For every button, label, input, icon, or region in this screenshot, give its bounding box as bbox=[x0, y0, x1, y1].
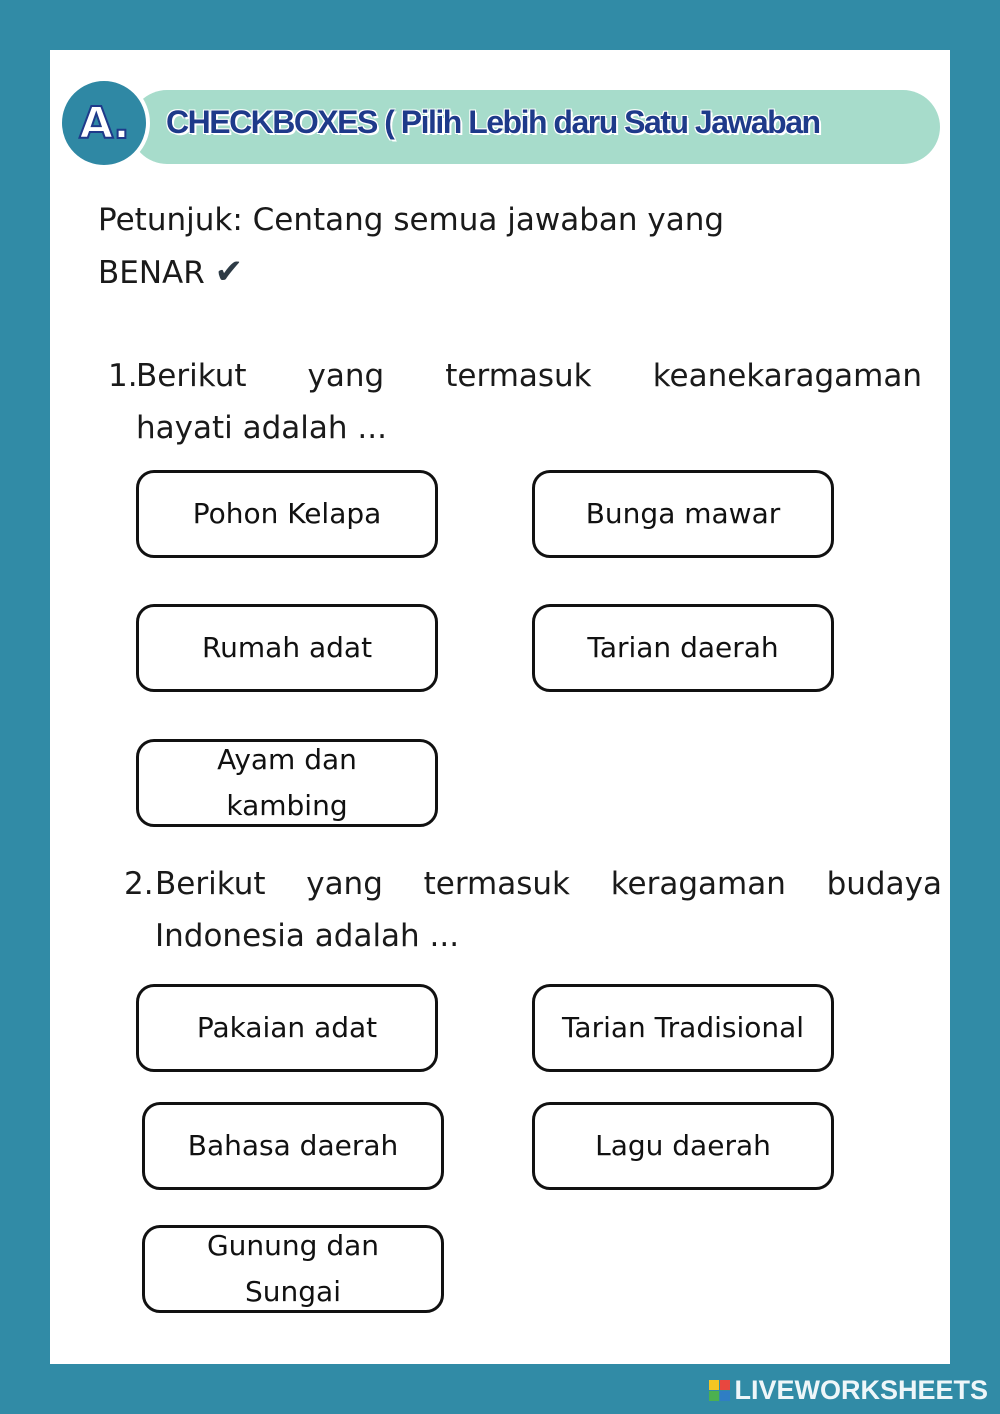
worksheet-page bbox=[50, 50, 950, 1364]
section-title: CHECKBOXES ( Pilih Lebih daru Satu Jawaban bbox=[166, 104, 820, 140]
question-2-word: budaya bbox=[826, 866, 942, 902]
question-2-word: keragaman bbox=[610, 866, 786, 902]
option-rumah-adat[interactable]: Rumah adat bbox=[136, 604, 438, 692]
question-2-line-2: Indonesia adalah ... bbox=[155, 918, 460, 954]
question-1-line-1 bbox=[136, 350, 922, 402]
question-1-word: termasuk bbox=[445, 358, 592, 394]
brand-name: LIVEWORKSHEETS bbox=[734, 1375, 988, 1405]
question-1-word: keanekaragaman bbox=[652, 358, 922, 394]
question-2-number: 2. bbox=[124, 866, 154, 902]
question-1-word: Berikut bbox=[136, 358, 247, 394]
question-2-word: yang bbox=[306, 866, 383, 902]
instruction-text bbox=[98, 194, 798, 299]
check-mark-icon: ✔ bbox=[214, 252, 244, 292]
liveworksheets-logo-icon bbox=[709, 1380, 730, 1401]
instruction-line-2 bbox=[98, 246, 798, 299]
option-gunung-dan-sungai[interactable]: Gunung dan Sungai bbox=[142, 1225, 444, 1313]
option-bunga-mawar[interactable]: Bunga mawar bbox=[532, 470, 834, 558]
question-1-line-2: hayati adalah ... bbox=[136, 410, 387, 446]
option-lagu-daerah[interactable]: Lagu daerah bbox=[532, 1102, 834, 1190]
option-tarian-tradisional[interactable]: Tarian Tradisional bbox=[532, 984, 834, 1072]
question-1 bbox=[108, 350, 922, 454]
section-badge: A. bbox=[58, 77, 150, 169]
question-2-word: termasuk bbox=[423, 866, 570, 902]
question-1-number: 1. bbox=[108, 358, 138, 394]
question-1-word: yang bbox=[307, 358, 385, 394]
instruction-benar: BENAR bbox=[98, 255, 205, 291]
option-bahasa-daerah[interactable]: Bahasa daerah bbox=[142, 1102, 444, 1190]
option-ayam-dan-kambing[interactable]: Ayam dan kambing bbox=[136, 739, 438, 827]
question-2 bbox=[124, 858, 942, 962]
option-tarian-daerah[interactable]: Tarian daerah bbox=[532, 604, 834, 692]
instruction-line-1: Petunjuk: Centang semua jawaban yang bbox=[98, 202, 725, 238]
liveworksheets-brand bbox=[709, 1375, 988, 1406]
option-pakaian-adat[interactable]: Pakaian adat bbox=[136, 984, 438, 1072]
option-pohon-kelapa[interactable]: Pohon Kelapa bbox=[136, 470, 438, 558]
question-2-word: Berikut bbox=[155, 866, 266, 902]
question-2-line-1 bbox=[155, 858, 942, 910]
